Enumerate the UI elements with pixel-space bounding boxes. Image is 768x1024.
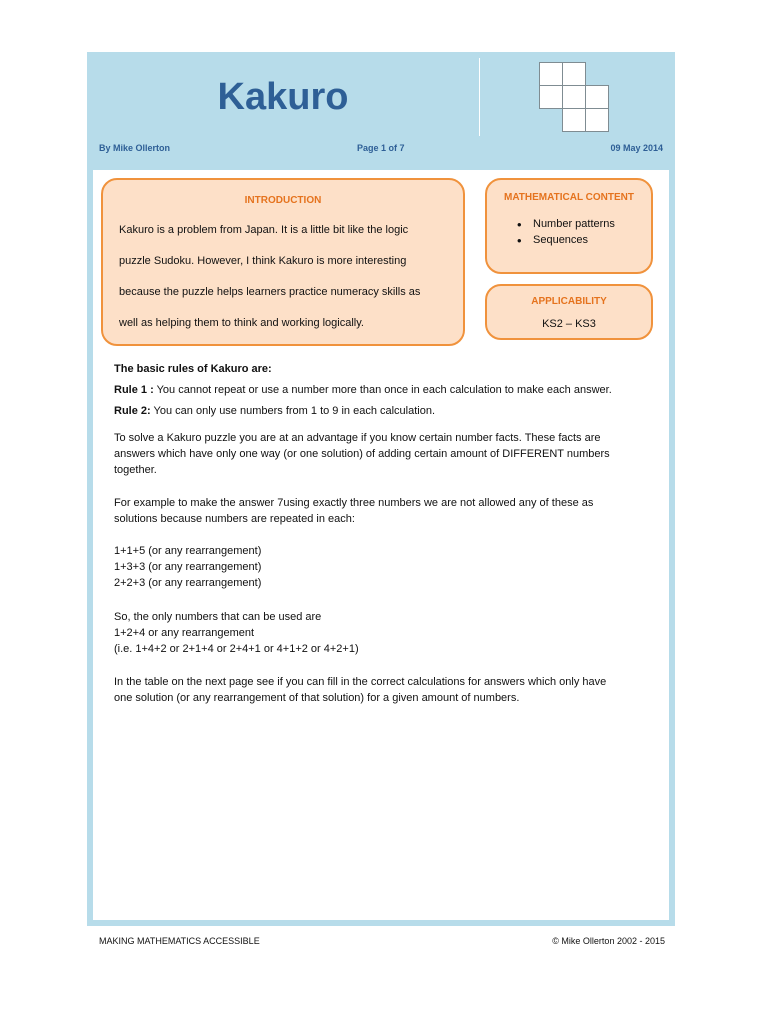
- grid-cell: [562, 108, 586, 132]
- text-line: answers which have only one way (or one solution) of adding certain amount of DIFFERENT numbers: [114, 448, 610, 460]
- list-item: 1+3+3 (or any rearrangement): [114, 561, 262, 573]
- text-line: 1+2+4 or any rearrangement: [114, 627, 255, 639]
- paragraph-number-facts: [114, 430, 654, 478]
- text-line: solutions because numbers are repeated in each:: [114, 513, 355, 525]
- rules-heading: The basic rules of Kakuro are:: [114, 363, 272, 375]
- rule-1-text: You cannot repeat or use a number more than once in each calculation to make each answer.: [153, 384, 612, 396]
- introduction-heading: INTRODUCTION: [244, 195, 322, 206]
- grid-cell: [585, 85, 609, 109]
- header-banner: [87, 52, 675, 166]
- content-panel: [93, 170, 669, 920]
- header-divider: [479, 58, 480, 136]
- date-label: 09 May 2014: [610, 143, 663, 153]
- examples-list: [114, 543, 654, 591]
- applicability-value: KS2 – KS3: [542, 318, 596, 330]
- author-label: By Mike Ollerton: [99, 143, 171, 153]
- text-line: For example to make the answer 7using exactly three numbers we are not allowed any of these as: [114, 497, 594, 509]
- text-line: In the table on the next page see if you can fill in the correct calculations for answers which only have: [114, 676, 607, 688]
- list-item: 2+2+3 (or any rearrangement): [114, 577, 262, 589]
- text-line: (i.e. 1+4+2 or 2+1+4 or 2+4+1 or 4+1+2 or 4+2+1): [114, 643, 359, 655]
- text-line: together.: [114, 464, 157, 476]
- kakuro-grid-icon: [539, 62, 611, 136]
- grid-cell: [562, 85, 586, 109]
- footer-left: MAKING MATHEMATICS ACCESSIBLE: [99, 936, 260, 946]
- rule-1: [114, 382, 654, 398]
- math-content-heading: MATHEMATICAL CONTENT: [504, 192, 634, 203]
- intro-line: Kakuro is a problem from Japan. It is a little bit like the logic: [119, 224, 409, 236]
- grid-cell: [585, 108, 609, 132]
- text-line: To solve a Kakuro puzzle you are at an advantage if you know certain number facts. These facts are: [114, 432, 601, 444]
- page-title: Kakuro: [217, 76, 349, 118]
- applicability-box: [485, 284, 653, 340]
- rule-2: [114, 403, 654, 419]
- list-item: • Sequences: [517, 234, 615, 246]
- paragraph-solution: [114, 609, 654, 657]
- grid-cell: [562, 62, 586, 86]
- introduction-box: [101, 178, 465, 346]
- text-line: So, the only numbers that can be used are: [114, 611, 322, 623]
- rule-2-text: You can only use numbers from 1 to 9 in each calculation.: [150, 405, 436, 417]
- intro-line: because the puzzle helps learners practice numeracy skills as: [119, 286, 421, 298]
- list-item: 1+1+5 (or any rearrangement): [114, 545, 262, 557]
- list-item: • Number patterns: [517, 218, 615, 230]
- grid-cell: [539, 62, 563, 86]
- paragraph-next-page: [114, 674, 654, 706]
- text-line: one solution (or any rearrangement of that solution) for a given amount of numbers.: [114, 692, 520, 704]
- page-frame: [87, 52, 675, 926]
- intro-line: well as helping them to think and working logically.: [119, 317, 364, 329]
- paragraph-example: [114, 495, 654, 527]
- rule-2-label: Rule 2:: [114, 405, 151, 417]
- page-number: Page 1 of 7: [357, 143, 405, 153]
- applicability-heading: APPLICABILITY: [531, 296, 607, 307]
- rule-1-label: Rule 1 :: [114, 384, 154, 396]
- intro-line: puzzle Sudoku. However, I think Kakuro is more interesting: [119, 255, 407, 267]
- grid-cell: [539, 85, 563, 109]
- footer-copyright: © Mike Ollerton 2002 - 2015: [552, 936, 665, 946]
- math-content-list: [517, 218, 615, 250]
- mathematical-content-box: [485, 178, 653, 274]
